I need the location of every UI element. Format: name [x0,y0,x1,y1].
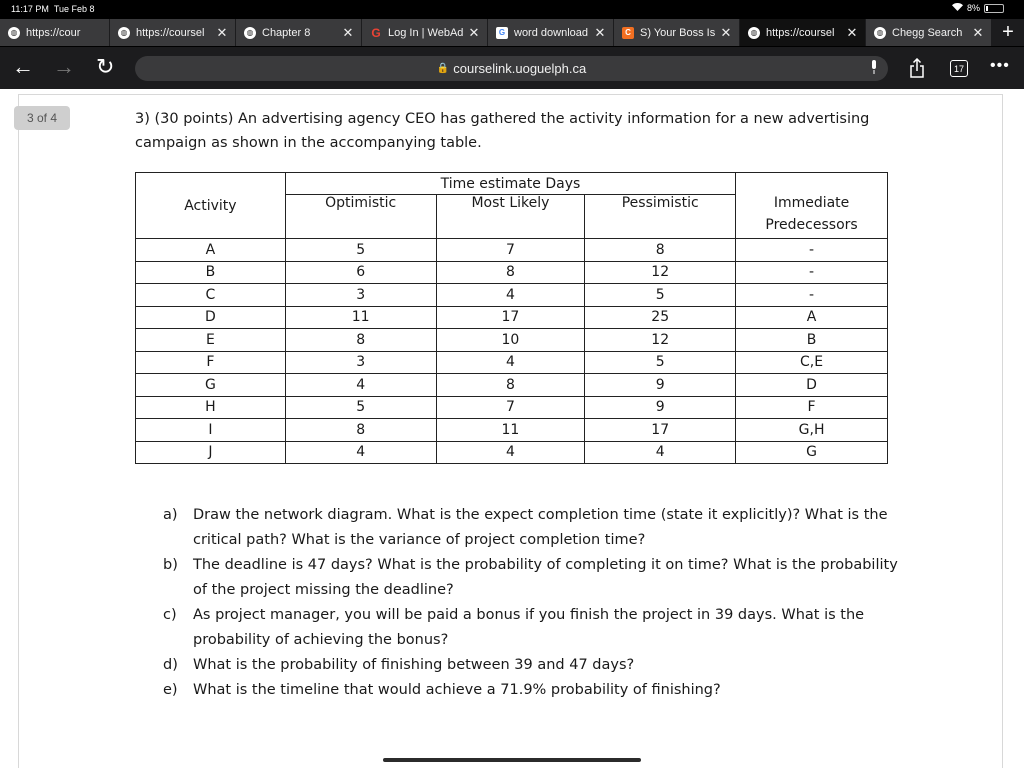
google-icon: G [371,25,381,40]
back-button[interactable]: ← [12,54,34,79]
question-item [163,678,898,703]
cell-most-likely: 10 [436,329,585,352]
question-text: What is the probability of finishing between 39 and 47 days? [193,657,635,673]
tab-3[interactable]: G Log In | WebAd ✕ [362,19,488,46]
forward-button[interactable]: → [53,54,75,79]
globe-icon: ◍ [748,27,760,39]
cell-predecessors: G,H [736,419,888,442]
cell-optimistic: 8 [285,419,436,442]
close-icon[interactable]: ✕ [216,24,228,40]
cell-predecessors: A [736,306,888,329]
question-item [163,503,898,553]
cell-optimistic: 8 [285,329,436,352]
cell-most-likely: 17 [436,306,585,329]
question-number: a) [163,507,178,523]
close-icon[interactable]: ✕ [846,24,858,40]
question-item [163,653,898,678]
question-list [163,503,898,703]
cell-activity: J [136,441,286,464]
activity-table [135,172,888,464]
table-row [136,419,888,442]
header-time-estimate: Time estimate Days [285,173,735,195]
more-menu-icon[interactable]: ••• [990,57,1010,74]
table-row [136,329,888,352]
home-indicator[interactable] [383,758,641,762]
globe-icon: ◍ [118,27,130,39]
cell-optimistic: 4 [285,441,436,464]
tab-6-active[interactable]: ◍ https://coursel ✕ [740,19,866,46]
table-row [136,261,888,284]
cell-most-likely: 7 [436,396,585,419]
tab-4[interactable]: G word download ✕ [488,19,614,46]
cell-pessimistic: 4 [585,441,736,464]
cell-most-likely: 11 [436,419,585,442]
cell-activity: H [136,396,286,419]
battery-percent: 8% [966,3,980,13]
cell-predecessors: - [736,239,888,262]
cell-pessimistic: 12 [585,329,736,352]
wifi-icon [952,3,963,13]
cell-pessimistic: 12 [585,261,736,284]
gdoc-icon: G [496,27,508,39]
status-time: 11:17 PM Tue Feb 8 [11,4,95,14]
microphone-icon[interactable] [870,60,878,74]
cell-predecessors: C,E [736,351,888,374]
cell-optimistic: 4 [285,374,436,397]
globe-icon: ◍ [244,27,256,39]
address-bar[interactable] [135,56,888,81]
lock-icon: 🔒 [436,63,450,74]
question-item [163,553,898,603]
cell-predecessors: - [736,284,888,307]
question-intro: 3) (30 points) An advertising agency CEO has gathered the activity information for a new advertising campaign as shown in the accompanying table. [135,111,870,151]
battery-icon [984,4,1004,13]
cell-most-likely: 8 [436,261,585,284]
header-predecessors: Immediate Predecessors [736,173,888,239]
chegg-icon: C [622,27,634,39]
tab-7[interactable]: ◍ Chegg Search ✕ [866,19,992,46]
cell-optimistic: 3 [285,351,436,374]
cell-most-likely: 7 [436,239,585,262]
cell-predecessors: F [736,396,888,419]
cell-activity: F [136,351,286,374]
table-row [136,351,888,374]
close-icon[interactable]: ✕ [972,24,984,40]
status-right [952,3,1004,13]
web-content [0,89,1024,768]
cell-predecessors: D [736,374,888,397]
cell-activity: A [136,239,286,262]
question-text: The deadline is 47 days? What is the probability of completing it on time? What is the probability of the project missing the deadline? [193,557,898,598]
question-text: As project manager, you will be paid a bonus if you finish the project in 39 days. What is the probability of achieving the bonus? [193,607,865,648]
cell-optimistic: 11 [285,306,436,329]
table-body [136,239,888,464]
table-row [136,374,888,397]
cell-pessimistic: 25 [585,306,736,329]
cell-most-likely: 8 [436,374,585,397]
table-row [136,239,888,262]
question-text: Draw the network diagram. What is the expect completion time (state it explicitly)? What is the critical path? What is the variance of project completion time? [193,507,888,548]
header-activity: Activity [136,173,286,239]
cell-most-likely: 4 [436,284,585,307]
close-icon[interactable]: ✕ [594,24,606,40]
cell-activity: C [136,284,286,307]
cell-optimistic: 6 [285,261,436,284]
cell-pessimistic: 9 [585,374,736,397]
header-pessimistic: Pessimistic [585,195,736,239]
header-most-likely: Most Likely [436,195,585,239]
new-tab-button[interactable]: + [992,19,1024,46]
tab-1[interactable]: ◍ https://coursel ✕ [110,19,236,46]
table-row [136,284,888,307]
cell-optimistic: 5 [285,396,436,419]
question-number: c) [163,607,177,623]
tab-2[interactable]: ◍ Chapter 8 ✕ [236,19,362,46]
globe-icon: ◍ [874,27,886,39]
url-text: courselink.uoguelph.ca [453,61,587,76]
status-bar [0,0,1024,18]
header-optimistic: Optimistic [285,195,436,239]
cell-activity: G [136,374,286,397]
cell-predecessors: G [736,441,888,464]
reload-button[interactable]: ↻ [96,54,115,79]
close-icon[interactable]: ✕ [468,24,480,40]
cell-predecessors: - [736,261,888,284]
question-number: d) [163,657,178,673]
cell-optimistic: 3 [285,284,436,307]
question-item [163,603,898,653]
question-text: What is the timeline that would achieve a 71.9% probability of finishing? [193,682,721,698]
toolbar [0,47,1024,89]
cell-activity: D [136,306,286,329]
close-icon[interactable]: ✕ [720,24,732,40]
tab-count-button[interactable]: 17 [950,60,968,77]
cell-optimistic: 5 [285,239,436,262]
table-header-row [136,173,888,195]
cell-pessimistic: 5 [585,284,736,307]
cell-pessimistic: 8 [585,239,736,262]
globe-icon: ◍ [8,27,20,39]
cell-activity: E [136,329,286,352]
table-row [136,396,888,419]
cell-pessimistic: 9 [585,396,736,419]
close-icon[interactable]: ✕ [342,24,354,40]
tab-0[interactable]: ◍ https://cour [0,19,110,46]
cell-activity: I [136,419,286,442]
cell-most-likely: 4 [436,351,585,374]
tab-bar [0,19,1024,46]
cell-pessimistic: 17 [585,419,736,442]
tab-5[interactable]: C S) Your Boss Is ✕ [614,19,740,46]
page-indicator: 3 of 4 [14,106,70,130]
share-icon[interactable] [909,58,925,78]
cell-most-likely: 4 [436,441,585,464]
question-number: e) [163,682,178,698]
cell-pessimistic: 5 [585,351,736,374]
cell-activity: B [136,261,286,284]
table-row [136,306,888,329]
cell-predecessors: B [736,329,888,352]
question-number: b) [163,557,178,573]
table-row [136,441,888,464]
